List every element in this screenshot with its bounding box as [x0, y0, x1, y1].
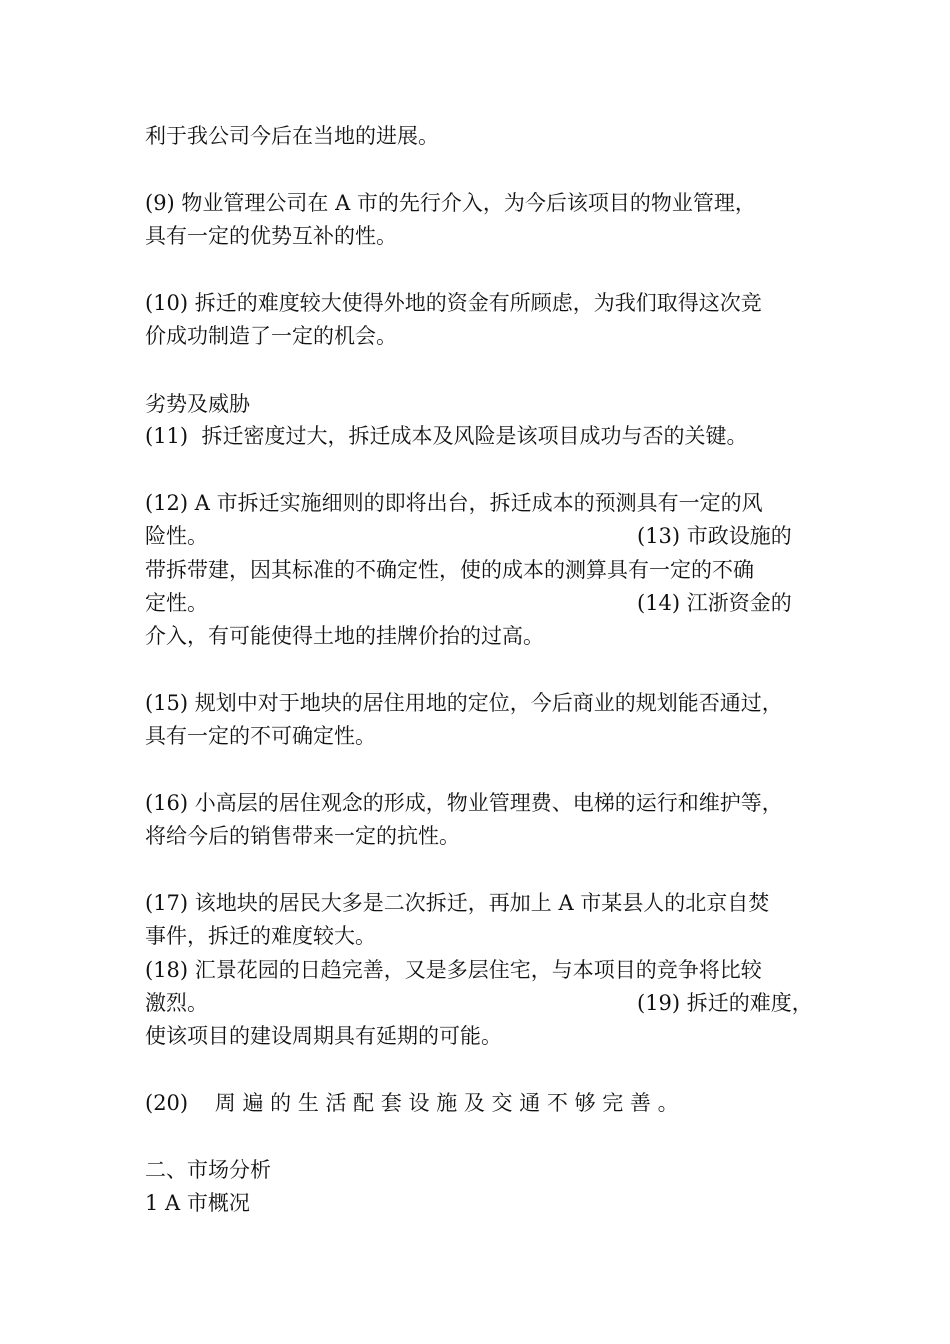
- paragraph-20: (20) 周 遍 的 生 活 配 套 设 施 及 交 通 不 够 完 善 。: [145, 1091, 679, 1115]
- paragraph-13-line-2: 带拆带建，因其标准的不确定性，使的成本的测算具有一定的不确: [145, 558, 754, 582]
- paragraph-19-line-2: 使该项目的建设周期具有延期的可能。: [145, 1024, 502, 1048]
- paragraph-17-line-1: (17) 该地块的居民大多是二次拆迁，再加上 A 市某县人的北京自焚: [145, 891, 770, 915]
- paragraph-18-line-1: (18) 汇景花园的日趋完善，又是多层住宅，与本项目的竞争将比较: [145, 958, 762, 982]
- paragraph-17-line-2: 事件，拆迁的难度较大。: [145, 924, 376, 948]
- paragraph-10-line-2: 价成功制造了一定的机会。: [145, 324, 397, 348]
- paragraph-15-line-2: 具有一定的不可确定性。: [145, 724, 376, 748]
- paragraph-18-line-2: 激烈。: [145, 991, 208, 1015]
- text-line: 利于我公司今后在当地的进展。: [145, 124, 439, 148]
- section-heading-market-analysis: 二、市场分析: [145, 1158, 271, 1182]
- paragraph-14-line-2: 介入，有可能使得土地的挂牌价抬的过高。: [145, 624, 544, 648]
- paragraph-10-line-1: (10) 拆迁的难度较大使得外地的资金有所顾虑，为我们取得这次竞: [145, 291, 762, 315]
- paragraph-16-line-1: (16) 小高层的居住观念的形成，物业管理费、电梯的运行和维护等，: [145, 791, 783, 815]
- subsection-heading-city-overview: 1 A 市概况: [145, 1191, 250, 1215]
- paragraph-14-start: (14) 江浙资金的: [637, 591, 792, 615]
- section-heading-weaknesses: 劣势及威胁: [145, 392, 250, 416]
- paragraph-16-line-2: 将给今后的销售带来一定的抗性。: [145, 824, 460, 848]
- paragraph-13-line-3: 定性。: [145, 591, 208, 615]
- paragraph-15-line-1: (15) 规划中对于地块的居住用地的定位，今后商业的规划能否通过，: [145, 691, 783, 715]
- paragraph-12-line-2: 险性。: [145, 524, 208, 548]
- paragraph-12-line-1: (12) A 市拆迁实施细则的即将出台，拆迁成本的预测具有一定的风: [145, 491, 763, 515]
- paragraph-9-line-2: 具有一定的优势互补的性。: [145, 224, 397, 248]
- paragraph-13-start: (13) 市政设施的: [637, 524, 792, 548]
- paragraph-19-start: (19) 拆迁的难度，: [637, 991, 813, 1015]
- paragraph-11-line-1: (11) 拆迁密度过大，拆迁成本及风险是该项目成功与否的关键。: [145, 424, 748, 448]
- paragraph-9-line-1: (9) 物业管理公司在 A 市的先行介入，为今后该项目的物业管理，: [145, 191, 756, 215]
